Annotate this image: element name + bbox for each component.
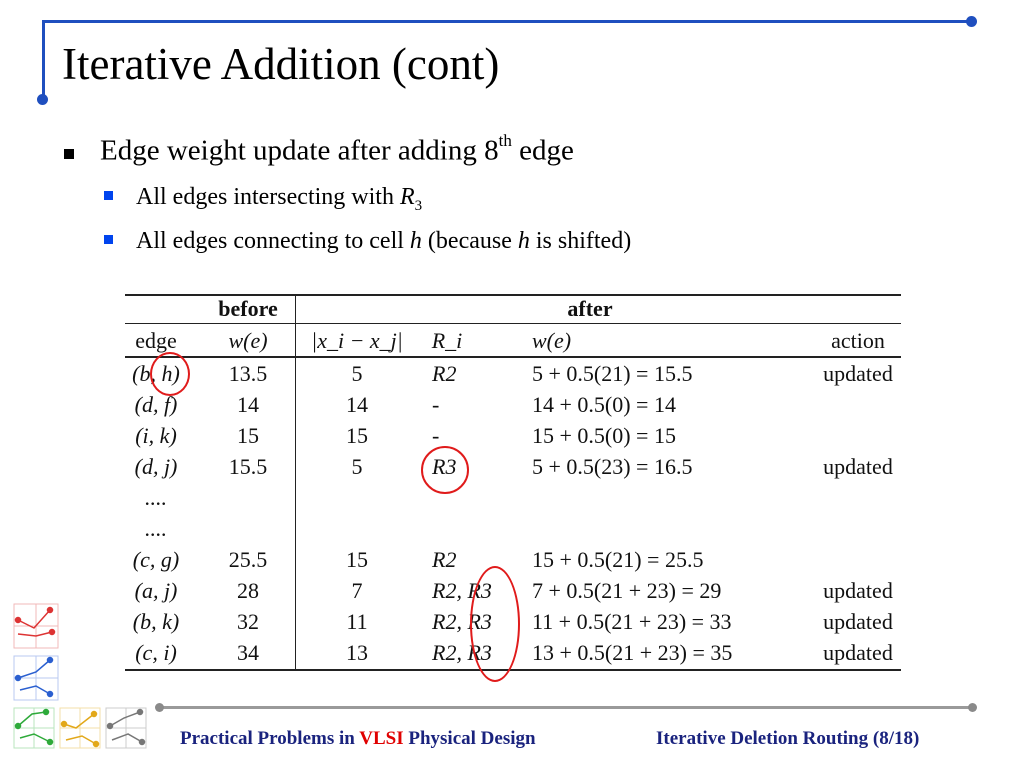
cell-edge: .... [145, 485, 167, 510]
table-bottom-rule [125, 669, 901, 671]
cell-region: - [432, 392, 440, 417]
header-before: before [218, 296, 278, 321]
bullet-main-sup: th [498, 131, 512, 150]
cell-before-weight: 28 [237, 578, 259, 603]
cell-before-weight: 15.5 [228, 454, 268, 479]
frame-dot-top-right [966, 16, 977, 27]
cell-after-weight: 13 + 0.5(21 + 23) = 35 [532, 640, 733, 665]
cell-distance: 5 [351, 454, 363, 479]
cell-edge: (i, k) [135, 423, 177, 448]
col-header-before-weight: w(e) [228, 328, 268, 353]
cell-action: updated [823, 361, 893, 386]
col-header-after-weight: w(e) [532, 328, 572, 353]
cell-before-weight: 32 [237, 609, 259, 634]
cell-region: R2, R3 [432, 640, 492, 665]
bullet-main-text: Edge weight update after adding 8 [100, 134, 499, 167]
frame-left-line [42, 20, 45, 100]
cell-after-weight: 14 + 0.5(0) = 14 [532, 392, 676, 417]
frame-top-line [42, 20, 972, 23]
footer-course-title: Practical Problems in VLSI Physical Design [180, 728, 536, 749]
cell-action: updated [823, 454, 893, 479]
cell-region: R2, R3 [432, 578, 492, 603]
footer-line [160, 706, 972, 709]
cell-distance: 5 [351, 361, 363, 386]
cell-region: - [432, 423, 440, 448]
cell-after-weight: 15 + 0.5(21) = 25.5 [532, 547, 704, 572]
cell-before-weight: 15 [237, 423, 259, 448]
header-after: after [567, 296, 613, 321]
table-top-rule [125, 294, 901, 296]
highlight-circle-cell-h [150, 352, 190, 396]
frame-dot-left-bottom [37, 94, 48, 105]
table-vertical-divider [295, 294, 296, 670]
slide-title: Iterative Addition (cont) [62, 39, 500, 89]
sub-bullet-square-icon [104, 235, 113, 244]
col-header-action: action [831, 328, 885, 353]
cell-edge: (a, j) [134, 578, 178, 603]
cell-distance: 14 [346, 392, 368, 417]
bullet-main-tail: edge [511, 134, 574, 167]
cell-edge: (b, k) [132, 609, 180, 634]
cell-edge: (c, i) [135, 640, 177, 665]
table-group-rule [125, 323, 901, 324]
footer-dot-right [968, 703, 977, 712]
cell-action: updated [823, 578, 893, 603]
routing-logo-icon [6, 602, 156, 752]
cell-after-weight: 15 + 0.5(0) = 15 [532, 423, 676, 448]
cell-edge: (b, h) [132, 361, 180, 386]
cell-distance: 13 [346, 640, 368, 665]
cell-after-weight: 5 + 0.5(23) = 16.5 [532, 454, 693, 479]
cell-distance: 15 [346, 423, 368, 448]
cell-action: updated [823, 609, 893, 634]
footer-slide-info: Iterative Deletion Routing (8/18) [656, 728, 920, 749]
highlight-circle-r3 [421, 446, 469, 494]
cell-before-weight: 34 [237, 640, 259, 665]
cell-before-weight: 25.5 [228, 547, 268, 572]
cell-region: R2 [432, 547, 457, 572]
highlight-circle-r3-group [470, 566, 520, 682]
cell-distance: 15 [346, 547, 368, 572]
table-header-rule [125, 356, 901, 358]
cell-edge: .... [145, 516, 167, 541]
sub-bullet-square-icon [104, 191, 113, 200]
cell-after-weight: 5 + 0.5(21) = 15.5 [532, 361, 693, 386]
col-header-edge: edge [135, 328, 177, 353]
cell-action: updated [823, 640, 893, 665]
cell-edge: (d, f) [134, 392, 178, 417]
cell-region: R3 [432, 454, 457, 479]
cell-region: R2, R3 [432, 609, 492, 634]
cell-before-weight: 14 [237, 392, 259, 417]
cell-after-weight: 7 + 0.5(21 + 23) = 29 [532, 578, 722, 603]
bullet-square-icon [64, 149, 74, 159]
col-header-distance: |x_i − x_j| [311, 328, 403, 353]
cell-region: R2 [432, 361, 457, 386]
cell-before-weight: 13.5 [228, 361, 268, 386]
cell-edge: (d, j) [134, 454, 178, 479]
footer-vlsi: VLSI [359, 728, 404, 749]
col-header-region: R_i [431, 328, 463, 353]
cell-edge: (c, g) [132, 547, 180, 572]
cell-after-weight: 11 + 0.5(21 + 23) = 33 [532, 609, 732, 634]
cell-distance: 7 [351, 578, 363, 603]
cell-distance: 11 [346, 609, 368, 634]
footer-dot-left [155, 703, 164, 712]
